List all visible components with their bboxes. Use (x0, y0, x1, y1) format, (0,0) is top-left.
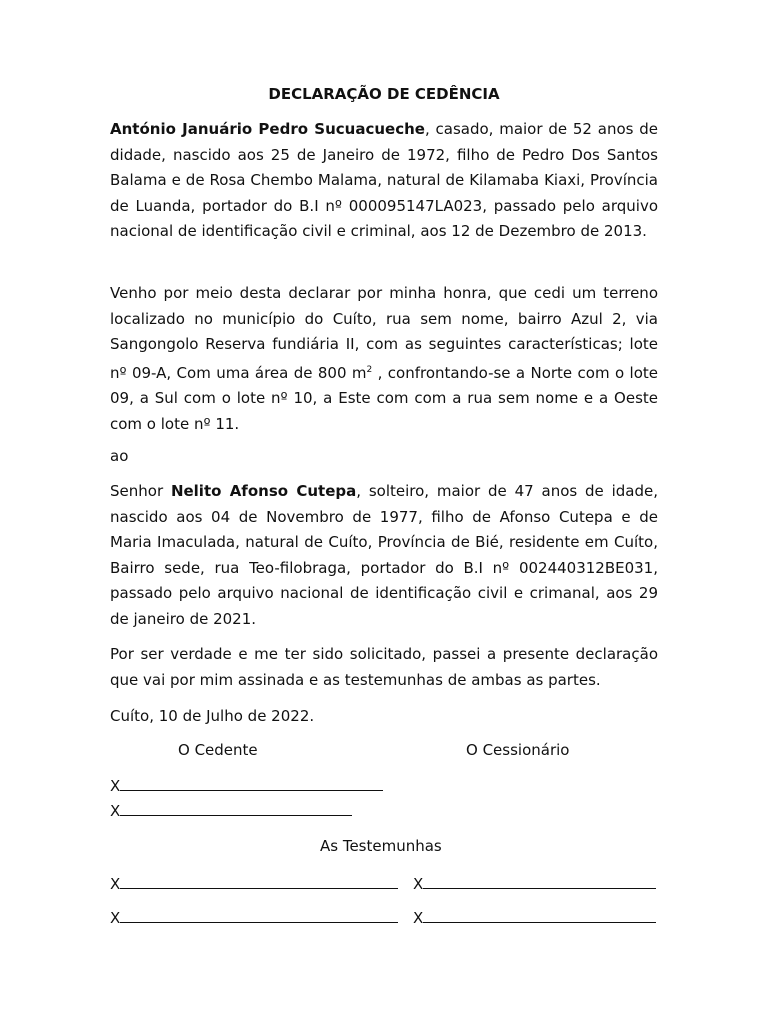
witness-signature-line-1 (110, 873, 398, 894)
document-title: DECLARAÇÃO DE CEDÊNCIA (268, 85, 500, 103)
witness-signature-line-3 (110, 907, 398, 928)
signature-x-mark: X (413, 875, 424, 893)
land-description-text: Venho por meio desta declarar por minha honra, que cedi um terreno localizado no município do Cuíto, rua sem nome, bairro Azul 2, via Sangongolo Reserva fundiária II, com as seguintes características; lote nº 09-A, Com uma área de 800 m (110, 284, 658, 382)
signature-rule (120, 907, 398, 923)
signature-rule (423, 907, 656, 923)
cedente-label: O Cedente (178, 741, 258, 759)
cedente-signature-line (110, 775, 383, 796)
paragraph-land-description (110, 281, 658, 437)
paragraph-closing-statement: Por ser verdade e me ter sido solicitado, passei a presente declaração que vai por mim assinada e as testemunhas de ambas as partes. (110, 645, 658, 689)
land-boundaries-text: , confrontando-se a Norte com o lote 09, a Sul com o lote nº 10, a Este com com a rua sem nome e a Oeste com o lote nº 11. (110, 363, 658, 433)
place-and-date: Cuíto, 10 de Julho de 2022. (110, 707, 315, 725)
cessionario-details: , solteiro, maior de 47 anos de idade, nascido aos 04 de Novembro de 1977, filho de Afonso Cutepa e de Maria Imaculada, natural de Cuíto, Província de Bié, residente em Cuíto, Bairro sede, rua Teo-filobraga, portador do B.I nº 002440312BE031, passado pelo arquivo nacional de identificação civil e crimanal, aos 29 de janeiro de 2021. (110, 482, 658, 628)
area-unit-superscript: 2 (366, 364, 373, 375)
cessionario-name: Nelito Afonso Cutepa (170, 482, 357, 500)
witness-signature-line-2 (413, 873, 656, 894)
signature-x-mark: X (110, 802, 121, 820)
signature-x-mark: X (110, 909, 121, 927)
honorific: Senhor (110, 482, 171, 500)
cedente-name: António Januário Pedro Sucuacueche (110, 120, 425, 138)
connector-word: ao (110, 447, 129, 465)
witnesses-label: As Testemunhas (320, 837, 442, 855)
signature-x-mark: X (110, 777, 121, 795)
paragraph-cedente-identification (110, 117, 658, 245)
signature-rule (423, 873, 656, 889)
cessionario-signature-line (110, 800, 352, 821)
signature-x-mark: X (110, 875, 121, 893)
cedente-details: , casado, maior de 52 anos de didade, nascido aos 25 de Janeiro de 1972, filho de Pedro Dos Santos Balama e de Rosa Chembo Malama, natural de Kilamaba Kiaxi, Província de Luanda, portador do B.I nº 000095147LA023, passado pelo arquivo nacional de identificação civil e criminal, aos 12 de Dezembro de 2013. (110, 120, 658, 240)
signature-rule (120, 800, 352, 816)
signature-rule (120, 873, 398, 889)
signature-rule (120, 775, 383, 791)
signature-x-mark: X (413, 909, 424, 927)
cessionario-label: O Cessionário (466, 741, 570, 759)
witness-signature-line-4 (413, 907, 656, 928)
paragraph-cessionario-identification (110, 479, 658, 632)
